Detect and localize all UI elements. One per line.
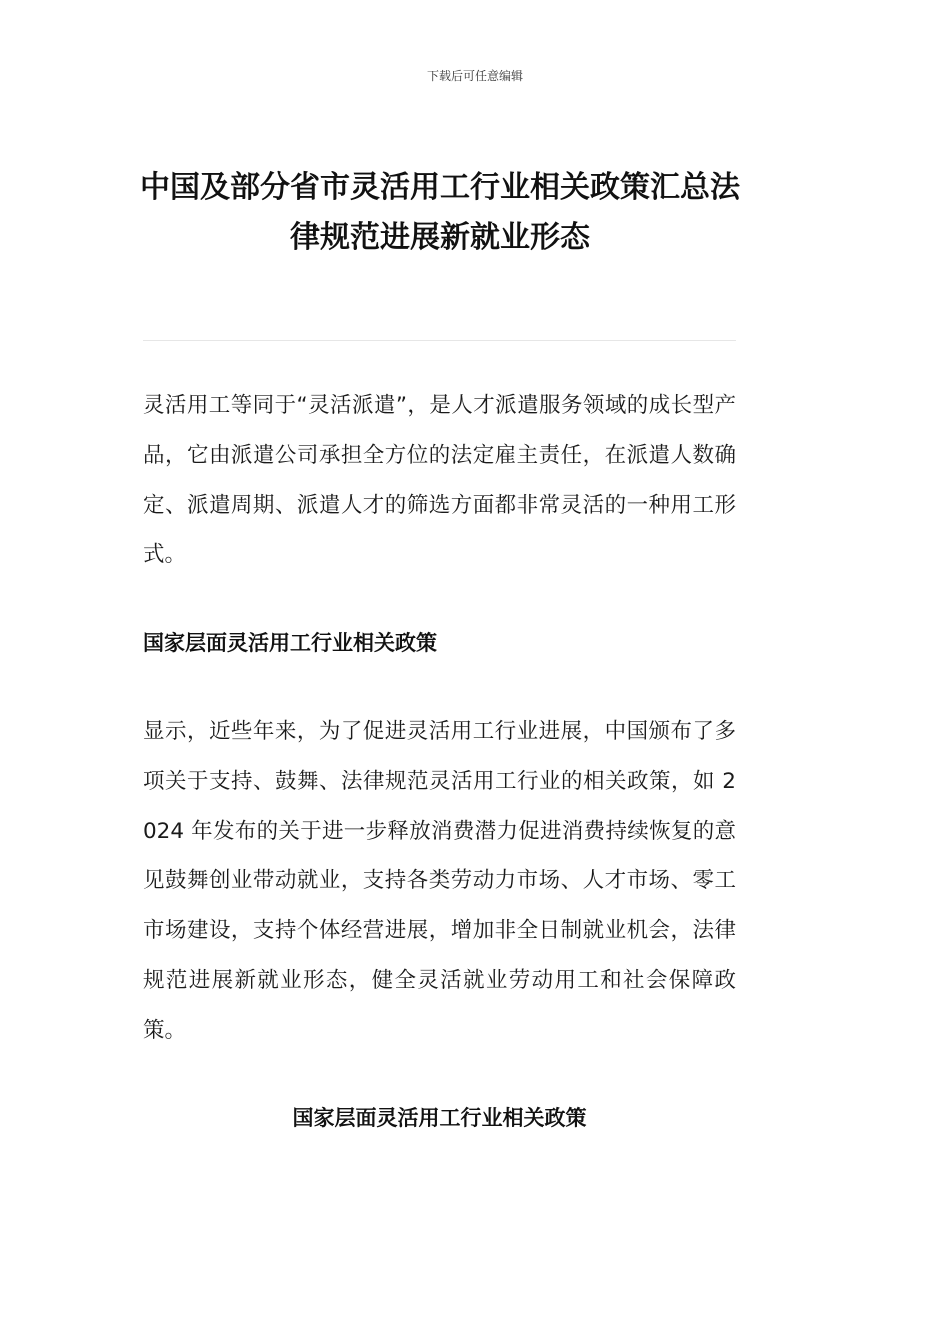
document-title: 中国及部分省市灵活用工行业相关政策汇总法律规范进展新就业形态 <box>140 170 740 255</box>
intro-paragraph: 灵活用工等同于“灵活派遣”，是人才派遣服务领域的成长型产品，它由派遣公司承担全方位的法定雇主责任，在派遣人数确定、派遣周期、派遣人才的筛选方面都非常灵活的一种用工形式。 <box>143 393 736 568</box>
section-paragraph: 显示，近些年来，为了促进灵活用工行业进展，中国颁布了多项关于支持、鼓舞、法律规范灵活用工行业的相关政策，如 2024 年发布的关于进一步释放消费潜力促进消费持续恢复的意见鼓舞创业带动就业，支持各类劳动力市场、人才市场、零工市场建设，支持个体经营进展，增加非全日制就业机会，法律规范进展新就业形态，健全灵活就业劳动用工和社会保障政策。 <box>143 719 736 1043</box>
title-divider <box>143 340 736 341</box>
section-heading: 国家层面灵活用工行业相关政策 <box>143 631 437 655</box>
table-caption: 国家层面灵活用工行业相关政策 <box>292 1106 587 1130</box>
header-note: 下载后可任意编辑 <box>426 69 523 83</box>
